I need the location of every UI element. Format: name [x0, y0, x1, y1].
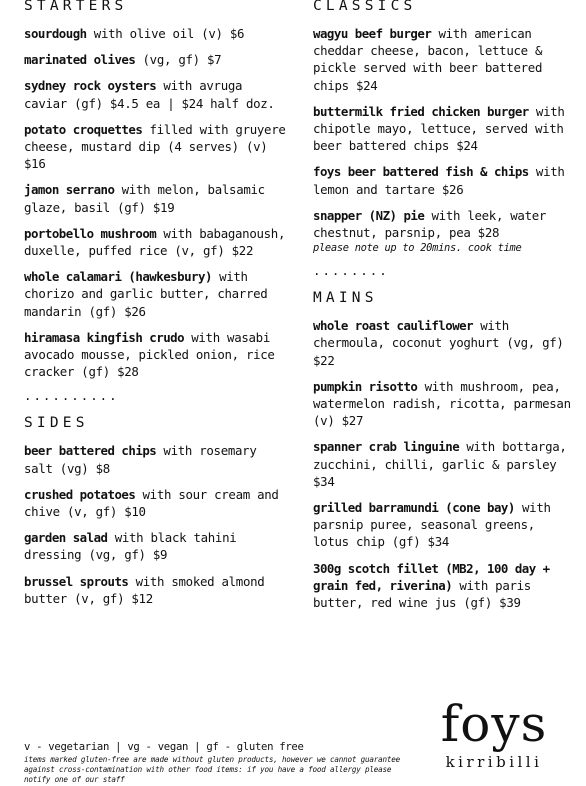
item-name: spanner crab linguine [313, 439, 460, 455]
item-name: buttermilk fried chicken burger [313, 103, 529, 119]
menu-item [24, 121, 286, 173]
item-name: 300g scotch fillet (MB2, 100 day + grain fed, riverina) [313, 560, 550, 593]
menu-item [24, 268, 286, 320]
item-description: with chermoula, coconut yoghurt (vg, gf) $22 [313, 318, 564, 368]
item-name: beer battered chips [24, 443, 157, 459]
item-name: garden salad [24, 530, 108, 546]
menu-item [24, 442, 286, 476]
item-description: with american cheddar cheese, bacon, lettuce & pickle served with beer battered chips $24 [313, 26, 543, 93]
item-description: with babaganoush, duxelle, puffed rice (v, gf) $22 [24, 225, 286, 259]
classics-list [313, 25, 575, 255]
item-name: foys beer battered fish & chips [313, 164, 529, 180]
menu-item [24, 51, 286, 68]
menu-footer [24, 741, 404, 785]
item-name: sourdough [24, 26, 87, 41]
item-name: marinated olives [24, 52, 136, 68]
menu-item [24, 329, 286, 381]
item-description: with black tahini dressing (vg, gf) $9 [24, 530, 237, 563]
logo-location: kirribilli [445, 753, 543, 771]
item-description: with chipotle mayo, lettuce, served with beer battered chips $24 [313, 103, 565, 154]
section-divider: .......... [24, 388, 119, 404]
item-description: filled with gruyere cheese, mustard dip (4 serves) (v) $16 [24, 121, 286, 172]
item-name: brussel sprouts [24, 573, 129, 589]
item-name: hiramasa kingfish crudo [24, 329, 185, 345]
menu-item [313, 378, 575, 430]
menu-item [313, 438, 575, 490]
starters-heading: STARTERS [24, 0, 128, 14]
menu-item [313, 163, 575, 197]
item-description: with paris butter, red wine jus (gf) $39 [313, 577, 531, 611]
menu-item [313, 499, 575, 551]
item-description: with wasabi avocado mousse, pickled onion, rice cracker (gf) $28 [24, 329, 275, 380]
item-name: potato croquettes [24, 121, 143, 137]
item-description: with olive oil (v) $6 [86, 26, 245, 41]
allergy-disclaimer: items marked gluten-free are made without gluten products, however we cannot guarantee against cross-contamination with other food items: if you have a food allergy please notify one of our staff [24, 755, 400, 784]
item-description: with avruga caviar (gf) $4.5 ea | $24 half doz. [24, 78, 275, 111]
item-description: with chorizo and garlic butter, charred mandarin (gf) $26 [24, 269, 268, 319]
item-name: crushed potatoes [24, 486, 136, 502]
menu-item [24, 181, 286, 215]
item-name: portobello mushroom [24, 225, 157, 241]
starters-list [24, 25, 286, 380]
item-description: with leek, water chestnut, parsnip, pea $28 [313, 207, 547, 241]
logo-name: foys [440, 695, 548, 753]
sides-list [24, 442, 286, 607]
item-name: sydney rock oysters [24, 78, 157, 94]
menu-item [313, 207, 575, 255]
item-description: with parsnip puree, seasonal greens, lotus chip (gf) $34 [313, 500, 551, 550]
dietary-legend: v - vegetarian | vg - vegan | gf - gluten free [24, 741, 304, 753]
item-description: with smoked almond butter (v, gf) $12 [24, 573, 265, 606]
menu-item [24, 529, 286, 563]
item-name: wagyu beef burger [313, 26, 432, 41]
menu-item [313, 103, 575, 155]
item-description: with sour cream and chive (v, gf) $10 [24, 486, 279, 520]
menu-item [24, 25, 286, 42]
menu-item [24, 486, 286, 520]
mains-list [313, 317, 575, 611]
left-column [24, 0, 286, 616]
item-name: grilled barramundi (cone bay) [313, 500, 515, 516]
item-name: pumpkin risotto [313, 378, 418, 394]
item-note: please note up to 20mins. cook time [313, 242, 522, 255]
item-description: with rosemary salt (vg) $8 [24, 443, 257, 476]
mains-heading: MAINS [313, 290, 378, 307]
item-description: with melon, balsamic glaze, basil (gf) $19 [24, 182, 265, 215]
menu-item [24, 573, 286, 607]
item-name: jamon serrano [24, 182, 115, 198]
section-divider: ........ [313, 263, 389, 279]
item-description: (vg, gf) $7 [135, 52, 222, 68]
item-name: whole roast cauliflower [313, 318, 474, 334]
classics-heading: CLASSICS [313, 0, 417, 14]
menu-item [24, 77, 286, 111]
menu-item [313, 25, 575, 94]
menu-item [24, 225, 286, 259]
menu-item [313, 317, 575, 369]
menu-item [313, 560, 575, 612]
item-description: with lemon and tartare $26 [313, 164, 565, 197]
item-name: snapper (NZ) pie [313, 207, 425, 223]
sides-heading: SIDES [24, 415, 89, 432]
item-description: with bottarga, zucchini, chilli, garlic & parsley $34 [313, 439, 567, 489]
right-column [313, 0, 575, 620]
item-description: with mushroom, pea, watermelon radish, ricotta, parmesan (v) $27 [313, 378, 571, 429]
item-name: whole calamari (hawkesbury) [24, 269, 212, 285]
restaurant-logo [430, 697, 558, 771]
